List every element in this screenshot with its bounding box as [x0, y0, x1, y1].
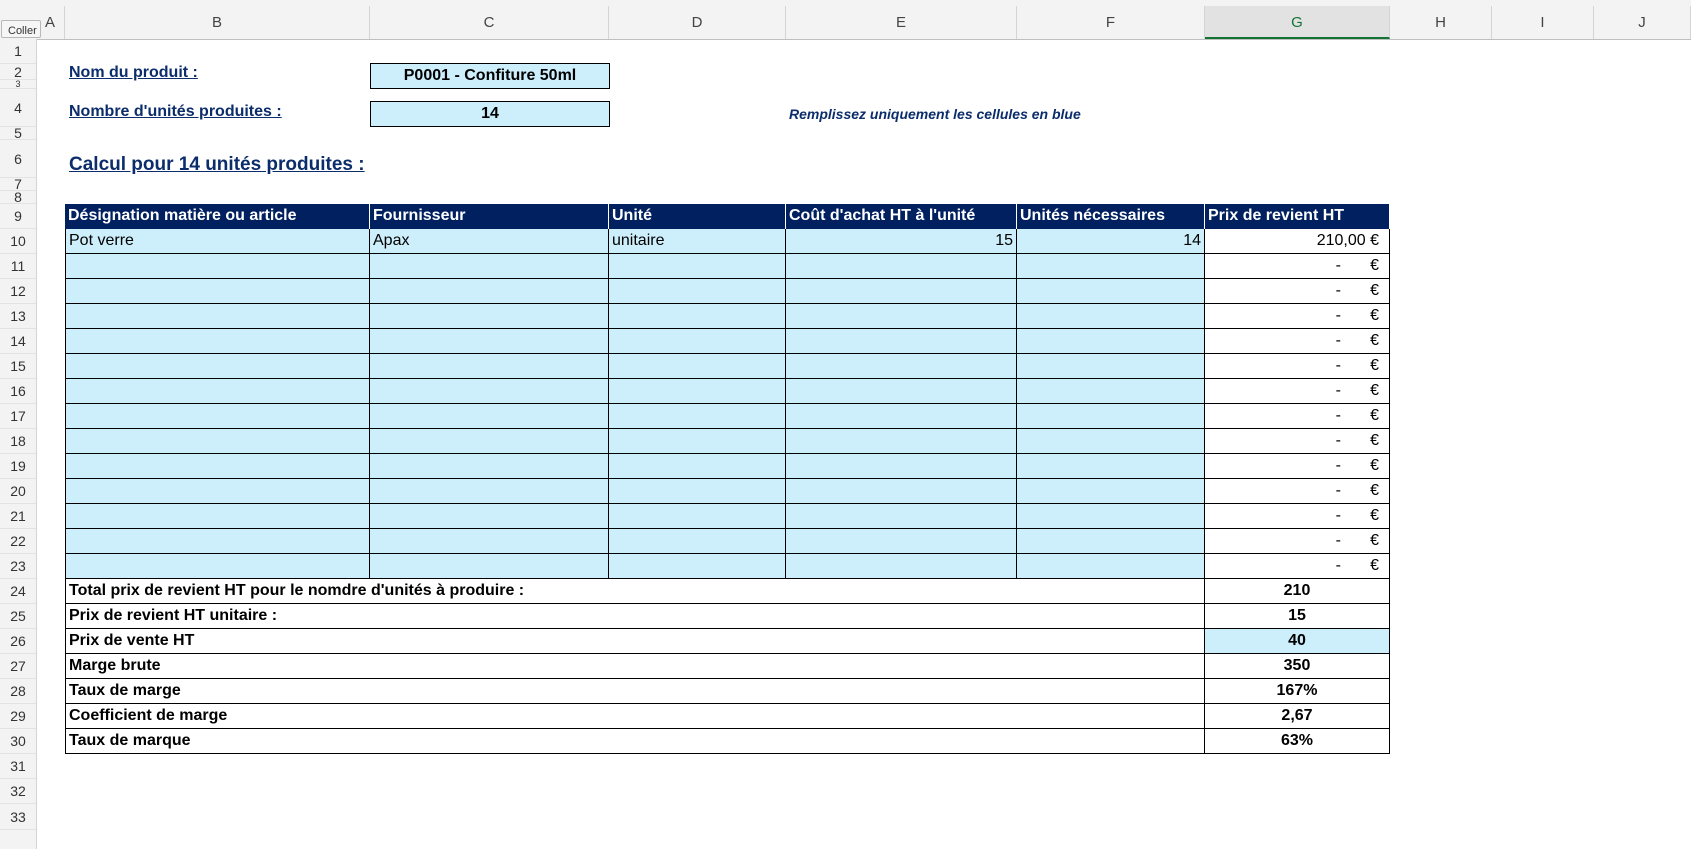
row-header-32[interactable]: 32 — [0, 779, 36, 804]
prix-dash: - — [1335, 382, 1341, 399]
sale-price-label: Prix de vente HT — [65, 629, 1205, 654]
column-header-c[interactable]: C — [370, 6, 609, 39]
row-header-21[interactable]: 21 — [0, 504, 36, 529]
cell-unites[interactable] — [1017, 404, 1205, 429]
row-header-30[interactable]: 30 — [0, 729, 36, 754]
cell-unite[interactable] — [609, 279, 786, 304]
cell-unite[interactable] — [609, 379, 786, 404]
instruction-note: Remplissez uniquement les cellules en blue — [789, 106, 1081, 122]
cell-unite[interactable] — [609, 554, 786, 579]
row-header-23[interactable]: 23 — [0, 554, 36, 579]
units-produced-input[interactable]: 14 — [370, 101, 610, 127]
row-header-5[interactable]: 5 — [0, 127, 36, 140]
prix-currency: € — [1370, 257, 1379, 274]
prix-currency: € — [1370, 307, 1379, 324]
markup-rate-value: 63% — [1205, 729, 1390, 754]
prix-currency: € — [1370, 407, 1379, 424]
header-prix: Prix de revient HT — [1205, 204, 1390, 229]
cell-unite[interactable] — [609, 529, 786, 554]
cell-unites[interactable] — [1017, 554, 1205, 579]
row-header-1[interactable]: 1 — [0, 39, 36, 64]
cell-cout[interactable] — [786, 404, 1017, 429]
prix-currency: € — [1370, 482, 1379, 499]
column-headers — [36, 6, 1691, 40]
row-header-2[interactable]: 2 — [0, 64, 36, 80]
product-name-input[interactable]: P0001 - Confiture 50ml — [370, 63, 610, 89]
cell-fournisseur[interactable] — [370, 279, 609, 304]
cell-unites[interactable] — [1017, 379, 1205, 404]
cell-prix — [1205, 529, 1390, 554]
cell-cout[interactable] — [786, 379, 1017, 404]
cell-designation[interactable] — [65, 354, 370, 379]
cell-fournisseur[interactable] — [370, 504, 609, 529]
cell-unite[interactable] — [609, 429, 786, 454]
cell-unites[interactable] — [1017, 304, 1205, 329]
cell-fournisseur[interactable] — [370, 404, 609, 429]
row-header-8[interactable]: 8 — [0, 191, 36, 204]
cell-prix — [1205, 404, 1390, 429]
cell-unite[interactable] — [609, 329, 786, 354]
column-header-i[interactable]: I — [1492, 6, 1594, 39]
cell-unite[interactable] — [609, 454, 786, 479]
cell-cout[interactable]: 15 — [786, 229, 1017, 254]
cell-cout[interactable] — [786, 354, 1017, 379]
cell-cout[interactable] — [786, 254, 1017, 279]
cell-fournisseur[interactable] — [370, 479, 609, 504]
prix-currency: € — [1370, 507, 1379, 524]
cell-fournisseur[interactable] — [370, 354, 609, 379]
row-header-9[interactable]: 9 — [0, 204, 36, 229]
row-header-11[interactable]: 11 — [0, 254, 36, 279]
header-cout: Coût d'achat HT à l'unité — [786, 204, 1017, 229]
row-header-15[interactable]: 15 — [0, 354, 36, 379]
row-header-14[interactable]: 14 — [0, 329, 36, 354]
cell-cout[interactable] — [786, 329, 1017, 354]
cell-unite[interactable] — [609, 304, 786, 329]
cell-unite[interactable] — [609, 254, 786, 279]
row-header-27[interactable]: 27 — [0, 654, 36, 679]
prix-currency: € — [1370, 532, 1379, 549]
cell-prix — [1205, 304, 1390, 329]
row-header-22[interactable]: 22 — [0, 529, 36, 554]
cell-prix — [1205, 379, 1390, 404]
cell-unites[interactable] — [1017, 354, 1205, 379]
cell-cout[interactable] — [786, 304, 1017, 329]
column-header-h[interactable]: H — [1390, 6, 1492, 39]
margin-coef-label: Coefficient de marge — [65, 704, 1205, 729]
unit-cost-label: Prix de revient HT unitaire : — [65, 604, 1205, 629]
header-designation: Désignation matière ou article — [65, 204, 370, 229]
cell-unites[interactable] — [1017, 329, 1205, 354]
column-header-d[interactable]: D — [609, 6, 786, 39]
prix-dash: - — [1335, 257, 1341, 274]
cell-prix — [1205, 254, 1390, 279]
cell-designation[interactable] — [65, 254, 370, 279]
prix-currency: € — [1370, 382, 1379, 399]
cell-prix — [1205, 454, 1390, 479]
cell-prix — [1205, 504, 1390, 529]
cell-designation[interactable] — [65, 479, 370, 504]
row-header-18[interactable]: 18 — [0, 429, 36, 454]
row-header-25[interactable]: 25 — [0, 604, 36, 629]
cell-prix — [1205, 329, 1390, 354]
cell-unites[interactable] — [1017, 279, 1205, 304]
cell-cout[interactable] — [786, 454, 1017, 479]
cell-designation[interactable] — [65, 279, 370, 304]
cell-cout[interactable] — [786, 279, 1017, 304]
cell-designation[interactable] — [65, 329, 370, 354]
paste-button[interactable]: Coller — [1, 20, 41, 38]
cell-cout[interactable] — [786, 479, 1017, 504]
cell-fournisseur[interactable]: Apax — [370, 229, 609, 254]
row-header-12[interactable]: 12 — [0, 279, 36, 304]
row-header-3[interactable]: 3 — [0, 80, 36, 89]
cell-fournisseur[interactable] — [370, 254, 609, 279]
cell-unites[interactable] — [1017, 529, 1205, 554]
column-header-a[interactable]: A — [36, 6, 65, 39]
calc-title: Calcul pour 14 unités produites : — [69, 154, 365, 175]
cell-designation[interactable] — [65, 454, 370, 479]
prix-dash: - — [1335, 557, 1341, 574]
markup-rate-label: Taux de marque — [65, 729, 1205, 754]
cell-prix — [1205, 479, 1390, 504]
cell-unite[interactable] — [609, 504, 786, 529]
column-header-g[interactable]: G — [1205, 6, 1390, 39]
cell-prix — [1205, 354, 1390, 379]
cell-designation[interactable] — [65, 304, 370, 329]
header-unites: Unités nécessaires — [1017, 204, 1205, 229]
product-name-label: Nom du produit : — [69, 64, 198, 81]
row-headers — [0, 39, 37, 849]
cell-unite[interactable] — [609, 479, 786, 504]
cell-prix — [1205, 229, 1390, 254]
cell-unites[interactable] — [1017, 504, 1205, 529]
row-header-26[interactable]: 26 — [0, 629, 36, 654]
cell-prix — [1205, 279, 1390, 304]
cell-fournisseur[interactable] — [370, 429, 609, 454]
header-fournisseur: Fournisseur — [370, 204, 609, 229]
cell-unite[interactable]: unitaire — [609, 229, 786, 254]
cell-unite[interactable] — [609, 404, 786, 429]
prix-dash: - — [1335, 532, 1341, 549]
cell-unites[interactable] — [1017, 429, 1205, 454]
margin-rate-label: Taux de marge — [65, 679, 1205, 704]
prix-currency: € — [1370, 282, 1379, 299]
unit-cost-value: 15 — [1205, 604, 1390, 629]
units-produced-label: Nombre d'unités produites : — [69, 103, 282, 120]
row-header-10[interactable]: 10 — [0, 229, 36, 254]
margin-rate-value: 167% — [1205, 679, 1390, 704]
cell-cout[interactable] — [786, 429, 1017, 454]
row-header-20[interactable]: 20 — [0, 479, 36, 504]
row-header-4[interactable]: 4 — [0, 89, 36, 127]
cell-fournisseur[interactable] — [370, 529, 609, 554]
gross-margin-value: 350 — [1205, 654, 1390, 679]
row-header-29[interactable]: 29 — [0, 704, 36, 729]
row-header-13[interactable]: 13 — [0, 304, 36, 329]
cell-unites[interactable] — [1017, 454, 1205, 479]
cell-unites[interactable]: 14 — [1017, 229, 1205, 254]
prix-currency: € — [1370, 357, 1379, 374]
cell-designation[interactable] — [65, 504, 370, 529]
prix-currency: € — [1370, 332, 1379, 349]
row-header-7[interactable]: 7 — [0, 178, 36, 191]
prix-dash: - — [1335, 307, 1341, 324]
prix-dash: - — [1335, 482, 1341, 499]
cell-fournisseur[interactable] — [370, 554, 609, 579]
row-header-24[interactable]: 24 — [0, 579, 36, 604]
cell-designation[interactable] — [65, 529, 370, 554]
prix-dash: - — [1335, 432, 1341, 449]
cell-fournisseur[interactable] — [370, 304, 609, 329]
cell-fournisseur[interactable] — [370, 454, 609, 479]
total-cost-value: 210 — [1205, 579, 1390, 604]
column-header-j[interactable]: J — [1594, 6, 1691, 39]
prix-dash: - — [1335, 332, 1341, 349]
prix-currency: € — [1370, 432, 1379, 449]
column-header-f[interactable]: F — [1017, 6, 1205, 39]
column-header-e[interactable]: E — [786, 6, 1017, 39]
row-header-6[interactable]: 6 — [0, 140, 36, 178]
cell-designation[interactable] — [65, 379, 370, 404]
prix-currency: € — [1370, 557, 1379, 574]
cell-unites[interactable] — [1017, 254, 1205, 279]
cell-designation[interactable] — [65, 554, 370, 579]
row-header-16[interactable]: 16 — [0, 379, 36, 404]
margin-coef-value: 2,67 — [1205, 704, 1390, 729]
row-header-28[interactable]: 28 — [0, 679, 36, 704]
cell-fournisseur[interactable] — [370, 379, 609, 404]
total-cost-label: Total prix de revient HT pour le nomdre d'unités à produire : — [65, 579, 1205, 604]
cell-designation[interactable]: Pot verre — [65, 229, 370, 254]
cell-fournisseur[interactable] — [370, 329, 609, 354]
column-header-b[interactable]: B — [65, 6, 370, 39]
prix-dash: - — [1335, 282, 1341, 299]
cell-cout[interactable] — [786, 504, 1017, 529]
gross-margin-label: Marge brute — [65, 654, 1205, 679]
cell-cout[interactable] — [786, 554, 1017, 579]
prix-dash: - — [1335, 507, 1341, 524]
cell-unites[interactable] — [1017, 479, 1205, 504]
cell-prix — [1205, 429, 1390, 454]
row-header-19[interactable]: 19 — [0, 454, 36, 479]
sale-price-value[interactable]: 40 — [1205, 629, 1390, 654]
prix-dash: - — [1335, 407, 1341, 424]
cell-designation[interactable] — [65, 404, 370, 429]
cell-prix — [1205, 554, 1390, 579]
prix-dash: - — [1335, 457, 1341, 474]
row-header-17[interactable]: 17 — [0, 404, 36, 429]
prix-dash: - — [1335, 357, 1341, 374]
row-header-33[interactable]: 33 — [0, 804, 36, 830]
prix-value: 210,00 € — [1316, 232, 1379, 249]
cell-unite[interactable] — [609, 354, 786, 379]
prix-currency: € — [1370, 457, 1379, 474]
cell-cout[interactable] — [786, 529, 1017, 554]
row-header-31[interactable]: 31 — [0, 754, 36, 779]
cell-designation[interactable] — [65, 429, 370, 454]
header-unite: Unité — [609, 204, 786, 229]
